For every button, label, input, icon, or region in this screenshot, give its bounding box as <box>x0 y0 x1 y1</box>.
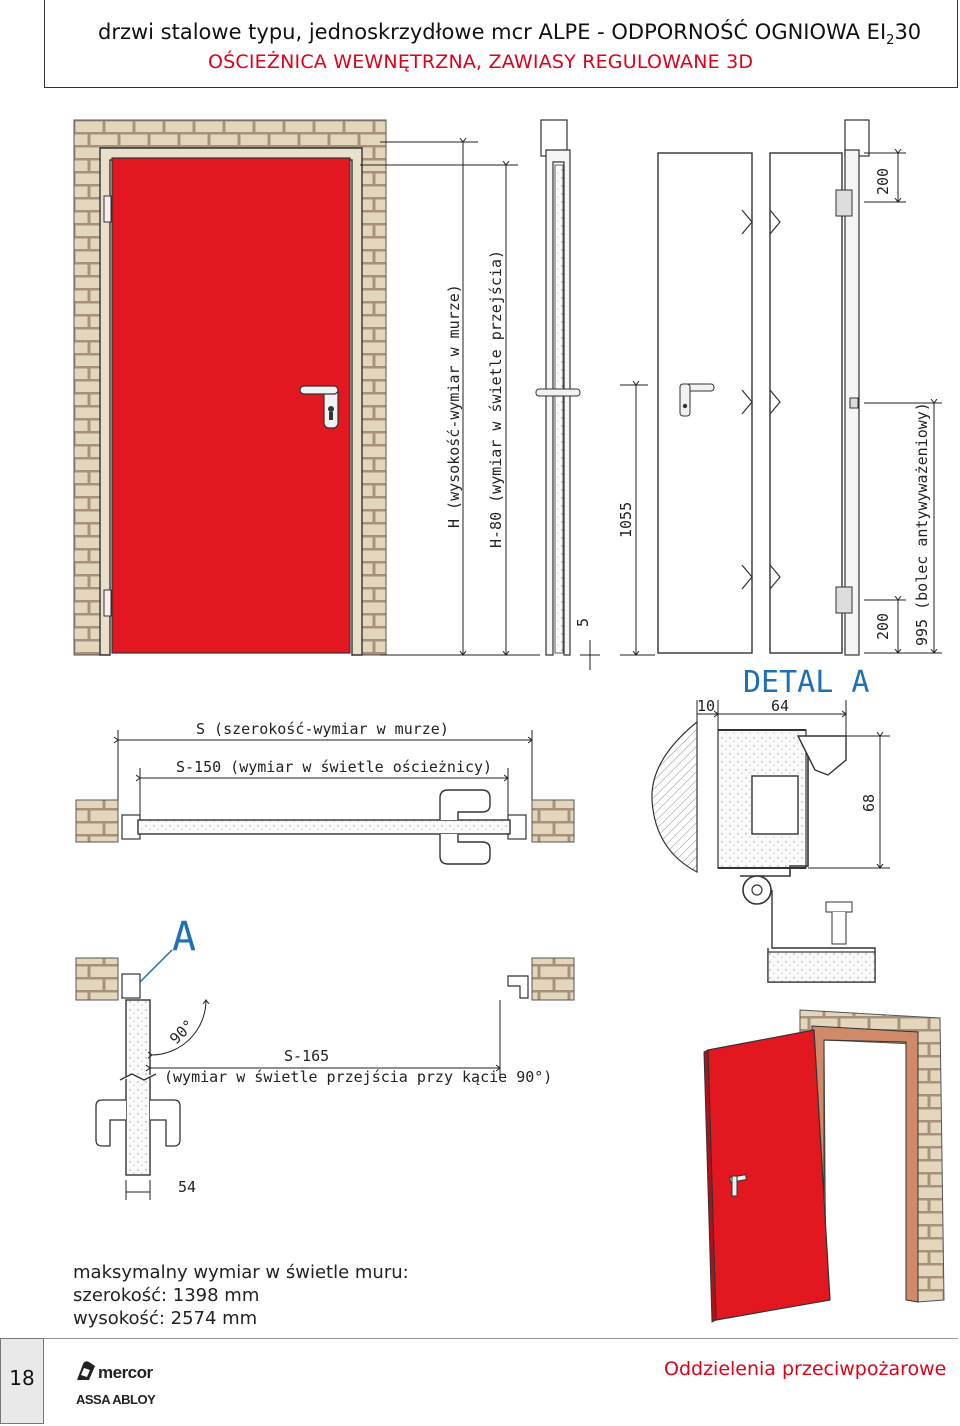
label-angle: 90° <box>166 1015 198 1048</box>
detail-a-title: DETAL A <box>743 665 870 700</box>
label-hinge-bottom: 200 <box>874 612 892 640</box>
mercor-logo-icon <box>75 1360 97 1382</box>
group-logo: ASSA ABLOY <box>76 1392 156 1407</box>
label-detail-10: 10 <box>697 697 716 715</box>
title-subscript: 2 <box>886 33 895 49</box>
label-leaf-thickness: 54 <box>178 1178 197 1196</box>
title-main: drzwi stalowe typu, jednoskrzydłowe mcr ALPE - ODPORNOŚĆ OGNIOWA EI <box>98 20 887 44</box>
door-leaf <box>112 158 350 653</box>
note-line-1: maksymalny wymiar w świetle muru: <box>73 1262 409 1283</box>
plan-closed <box>76 790 574 864</box>
note-line-3: wysokość: 2574 mm <box>73 1308 258 1329</box>
label-width-passage-code: S-165 <box>284 1047 330 1065</box>
label-detail-68: 68 <box>860 793 878 812</box>
marker-a-leader <box>138 950 172 984</box>
brand-logo: mercor <box>98 1363 153 1382</box>
label-handle-height: 1055 <box>617 501 635 538</box>
door-3d-view <box>704 1010 944 1322</box>
label-height-wall: H (wysokość-wymiar w murze) <box>445 284 463 528</box>
hinge-bottom <box>104 590 111 616</box>
label-hinge-top: 200 <box>874 167 892 195</box>
label-height-opening: H-80 (wymiar w świetle przejścia) <box>487 249 505 548</box>
hinge-top <box>104 196 111 222</box>
detail-a-drawing <box>652 722 875 982</box>
title-end: 30 <box>894 20 922 44</box>
label-marker-a: A <box>172 914 197 960</box>
page-number: 18 <box>9 1366 35 1390</box>
label-width-wall: S (szerokość-wymiar w murze) <box>196 720 449 738</box>
note-line-2: szerokość: 1398 mm <box>73 1285 260 1306</box>
front-elevation <box>74 120 386 655</box>
side-section <box>536 120 600 670</box>
page-subtitle: OŚCIEŻNICA WEWNĘTRZNA, ZAWIASY REGULOWANE 3D <box>208 51 754 73</box>
footer-category: Oddzielenia przeciwpożarowe <box>664 1358 947 1380</box>
footer-divider <box>44 1338 958 1339</box>
rear-elevation <box>658 120 869 655</box>
label-width-passage-desc: (wymiar w świetle przejścia przy kącie 90°) <box>164 1068 553 1086</box>
label-detail-64: 64 <box>771 697 790 715</box>
label-antiburglary-bolt: 995 (bolec antywyważeniowy) <box>913 402 931 646</box>
plan-open <box>76 958 574 1175</box>
label-width-frame: S-150 (wymiar w świetle ościeżnicy) <box>176 758 493 776</box>
label-gap-5: 5 <box>574 617 592 627</box>
